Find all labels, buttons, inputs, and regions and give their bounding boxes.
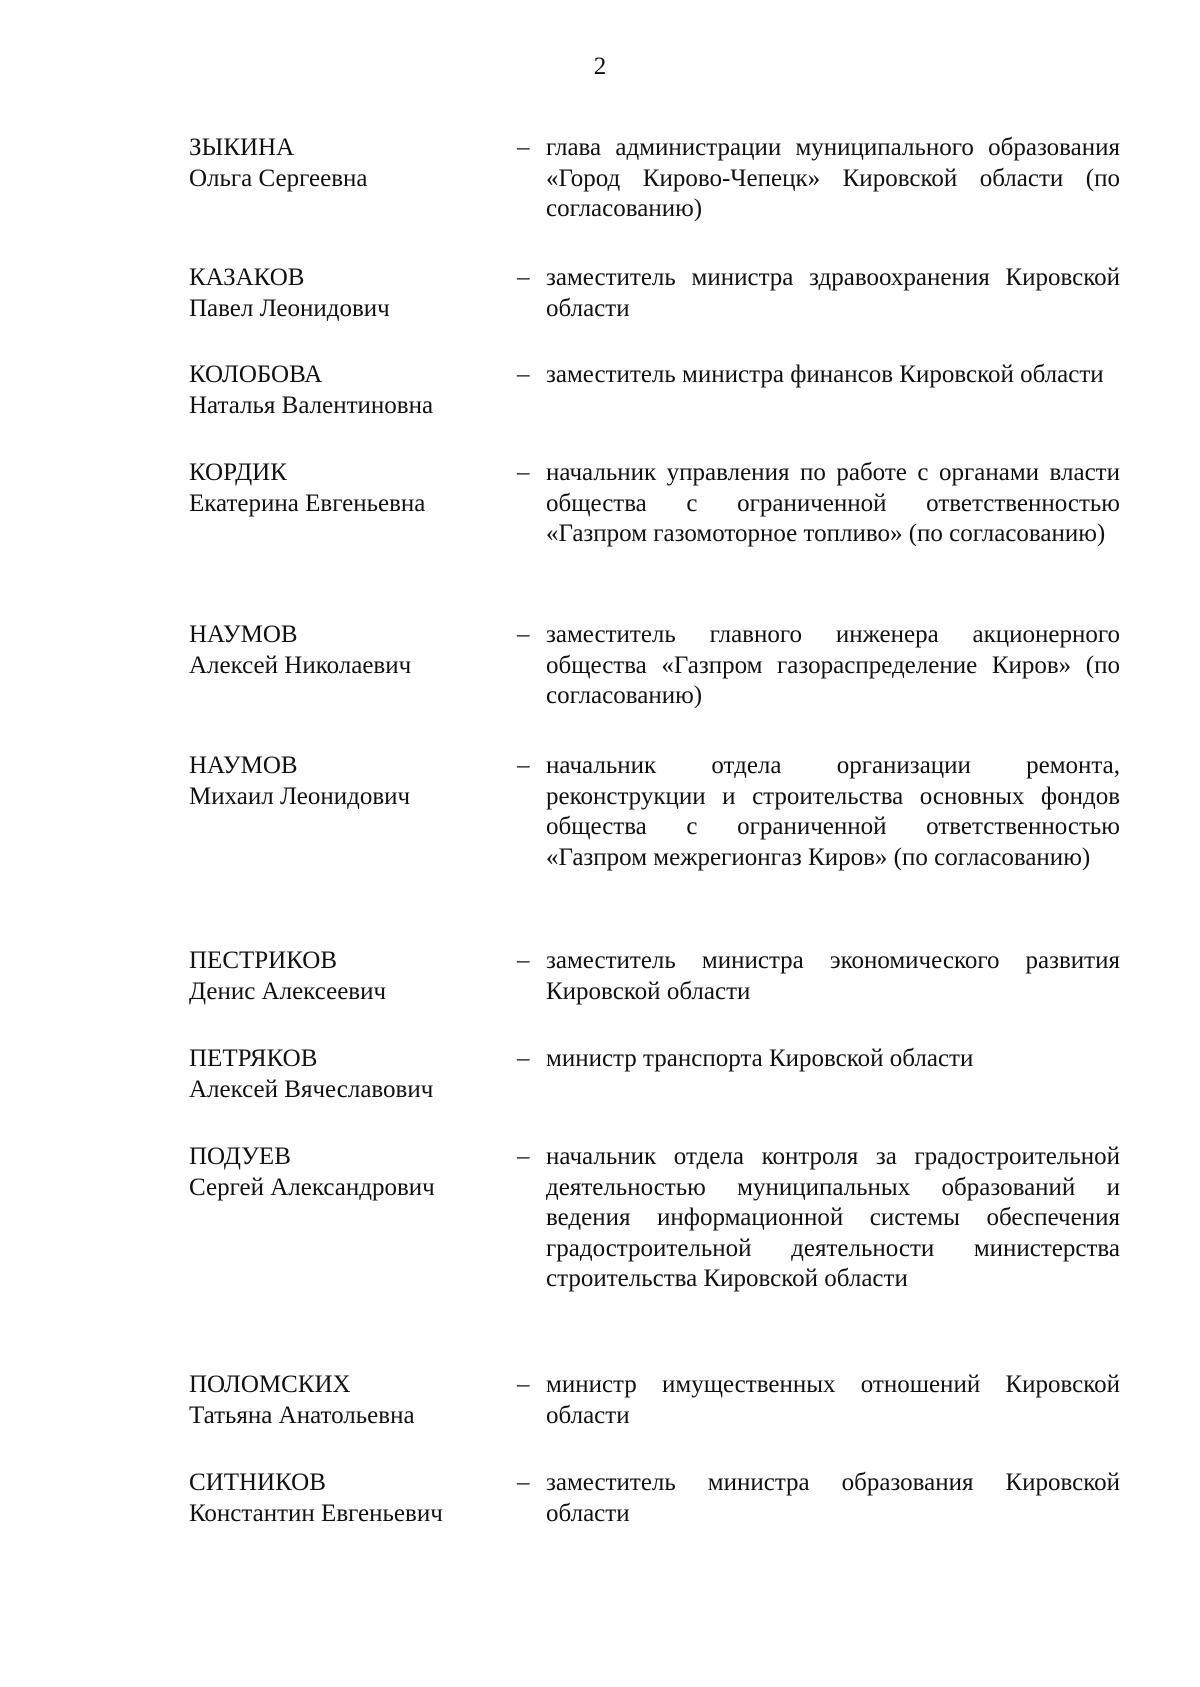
member-name bbox=[189, 133, 509, 194]
member-position: начальник отдела организации ремонта, реконструкции и строительства основных фондов общества с ограниченной ответственностью «Газпром межрегионгаз Киров» (по согласованию) bbox=[546, 752, 1120, 871]
separator-dash: – bbox=[517, 1045, 530, 1072]
separator-dash: – bbox=[517, 1143, 530, 1170]
member-given-names: Екатерина Евгеньевна bbox=[189, 489, 426, 517]
separator-dash: – bbox=[517, 621, 530, 648]
member-given-names: Татьяна Анатольевна bbox=[189, 1401, 415, 1429]
separator-dash: – bbox=[517, 459, 530, 486]
separator-dash: – bbox=[517, 264, 530, 291]
member-surname: ЗЫКИНА bbox=[189, 134, 295, 161]
separator-dash: – bbox=[517, 134, 530, 161]
member-position: заместитель министра здравоохранения Кировской области bbox=[546, 264, 1120, 322]
member-given-names: Михаил Леонидович bbox=[189, 782, 411, 810]
separator-dash: – bbox=[517, 1469, 530, 1496]
member-position: заместитель главного инженера акционерного общества «Газпром газораспределение Киров» (по согласованию) bbox=[546, 621, 1120, 709]
member-surname: КАЗАКОВ bbox=[189, 264, 305, 291]
member-name bbox=[189, 263, 509, 324]
member-position: министр имущественных отношений Кировской области bbox=[546, 1371, 1120, 1429]
member-name bbox=[189, 946, 509, 1007]
member-surname: СИТНИКОВ bbox=[189, 1469, 326, 1496]
member-given-names: Наталья Валентиновна bbox=[189, 391, 434, 419]
member-given-names: Алексей Вячеславович bbox=[189, 1075, 434, 1103]
member-name bbox=[189, 360, 509, 421]
separator-dash: – bbox=[517, 947, 530, 974]
member-given-names: Ольга Сергеевна bbox=[189, 164, 368, 192]
member-given-names: Алексей Николаевич bbox=[189, 651, 412, 679]
member-name bbox=[189, 1370, 509, 1431]
member-name bbox=[189, 1142, 509, 1203]
member-position: министр транспорта Кировской области bbox=[546, 1045, 974, 1072]
member-surname: КОЛОБОВА bbox=[189, 361, 323, 388]
member-name bbox=[189, 1468, 509, 1529]
page-number: 2 bbox=[593, 53, 607, 80]
member-name bbox=[189, 458, 509, 519]
separator-dash: – bbox=[517, 1371, 530, 1398]
member-surname: ПЕСТРИКОВ bbox=[189, 947, 338, 974]
member-position: начальник отдела контроля за градостроительной деятельностью муниципальных образований и ведения информационной системы обеспечения градостроительной деятельности министерства строительства Кировской области bbox=[546, 1143, 1120, 1292]
member-surname: НАУМОВ bbox=[189, 621, 298, 648]
member-name bbox=[189, 1044, 509, 1105]
member-position: заместитель министра экономического развития Кировской области bbox=[546, 947, 1120, 1005]
member-given-names: Денис Алексеевич bbox=[189, 977, 387, 1005]
member-given-names: Сергей Александрович bbox=[189, 1173, 435, 1201]
member-name bbox=[189, 620, 509, 681]
member-surname: КОРДИК bbox=[189, 459, 287, 486]
member-surname: ПОЛОМСКИХ bbox=[189, 1371, 351, 1398]
member-given-names: Константин Евгеньевич bbox=[189, 1499, 443, 1527]
member-given-names: Павел Леонидович bbox=[189, 294, 390, 322]
member-surname: ПЕТРЯКОВ bbox=[189, 1045, 318, 1072]
member-position: начальник управления по работе с органами власти общества с ограниченной ответственностью «Газпром газомоторное топливо» (по согласованию) bbox=[546, 459, 1120, 547]
member-position: заместитель министра образования Кировской области bbox=[546, 1469, 1120, 1527]
member-surname: ПОДУЕВ bbox=[189, 1143, 291, 1170]
member-position: заместитель министра финансов Кировской области bbox=[546, 361, 1104, 388]
separator-dash: – bbox=[517, 752, 530, 779]
member-name bbox=[189, 751, 509, 812]
separator-dash: – bbox=[517, 361, 530, 388]
member-surname: НАУМОВ bbox=[189, 752, 298, 779]
member-position: глава администрации муниципального образования «Город Кирово-Чепецк» Кировской области (по согласованию) bbox=[546, 134, 1120, 222]
